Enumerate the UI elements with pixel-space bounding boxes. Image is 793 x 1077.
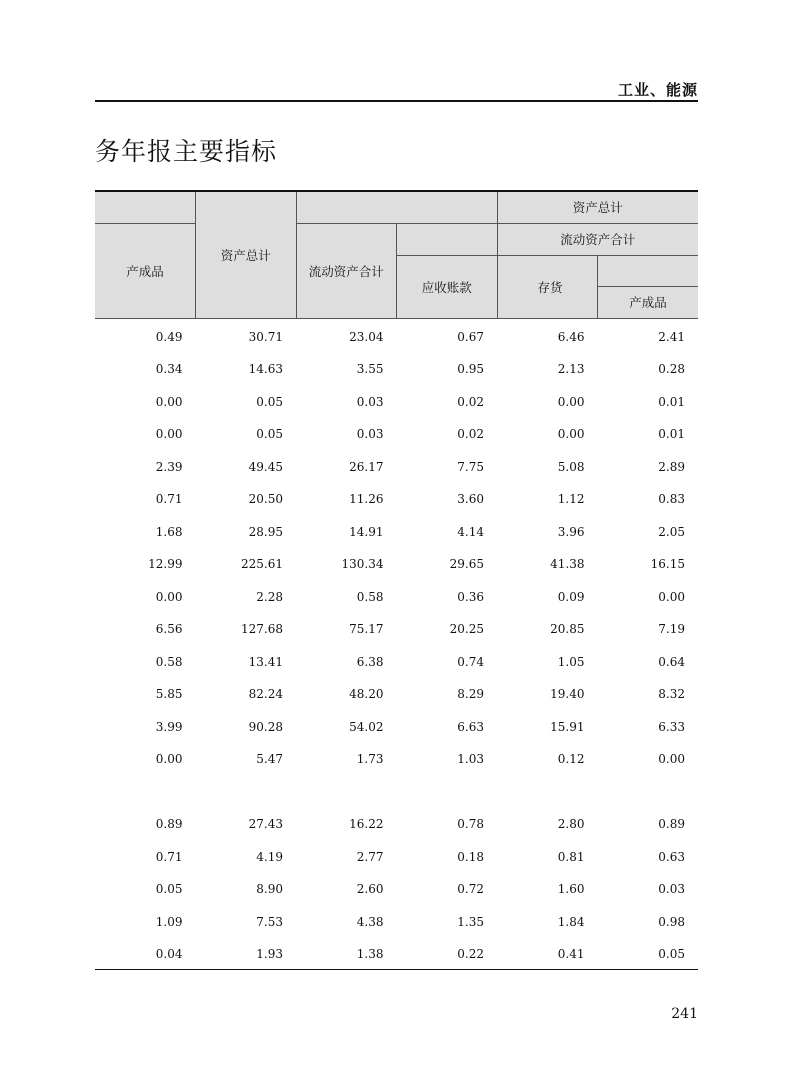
table-cell: 6.38 xyxy=(356,654,384,669)
header-finished-goods: 产成品 xyxy=(598,286,699,318)
header-receivables: 应收账款 xyxy=(397,255,498,318)
table-cell: 225.61 xyxy=(241,557,283,572)
table-cell: 0.49 xyxy=(155,329,183,344)
table-cell: 1.84 xyxy=(557,914,585,929)
table-body xyxy=(95,318,698,971)
table-cell: 2.77 xyxy=(356,849,384,864)
table-cell: 130.34 xyxy=(341,557,384,572)
table-cell: 27.43 xyxy=(248,817,283,832)
table-cell: 0.00 xyxy=(658,589,686,604)
table-cell: 6.33 xyxy=(658,719,686,734)
table-cell: 0.05 xyxy=(658,947,686,962)
table-cell: 0.83 xyxy=(658,492,686,507)
header-total-assets: 资产总计 xyxy=(196,191,297,318)
table-cell: 2.13 xyxy=(557,362,585,377)
table-row xyxy=(95,516,698,549)
table-cell: 0.03 xyxy=(356,427,384,442)
table-cell: 0.89 xyxy=(658,817,686,832)
table-row xyxy=(95,581,698,614)
table-cell: 2.60 xyxy=(356,882,384,897)
table-cell: 0.41 xyxy=(557,947,585,962)
table-cell: 14.63 xyxy=(248,362,283,377)
table-cell: 0.00 xyxy=(155,394,183,409)
table-cell: 20.50 xyxy=(248,492,283,507)
page-title: 务年报主要指标 xyxy=(95,137,278,166)
table-cell: 0.04 xyxy=(155,947,183,962)
table-cell: 3.99 xyxy=(155,719,183,734)
table-cell: 2.41 xyxy=(658,329,686,344)
page-number: 241 xyxy=(671,1006,698,1022)
table-cell: 0.89 xyxy=(155,817,183,832)
table-cell xyxy=(95,776,196,809)
table-row xyxy=(95,548,698,581)
table-row xyxy=(95,873,698,906)
table-cell: 8.90 xyxy=(256,882,283,897)
table-cell: 19.40 xyxy=(550,687,585,702)
table-cell: 0.00 xyxy=(658,752,686,767)
table-cell xyxy=(397,776,498,809)
header-left-col: 产成品 xyxy=(95,223,196,318)
table-cell: 0.02 xyxy=(457,427,484,442)
table-cell: 7.19 xyxy=(658,622,686,637)
table-cell: 5.47 xyxy=(256,752,283,767)
table-header xyxy=(95,191,698,318)
table-cell xyxy=(497,776,598,809)
table-cell: 1.60 xyxy=(557,882,585,897)
table-cell: 0.03 xyxy=(356,394,384,409)
table-row xyxy=(95,451,698,484)
table-cell: 0.67 xyxy=(457,329,484,344)
table-row xyxy=(95,678,698,711)
table-cell: 0.28 xyxy=(658,362,686,377)
table-cell: 26.17 xyxy=(349,459,384,474)
table-cell: 0.01 xyxy=(658,427,686,442)
table-cell xyxy=(598,776,699,809)
table-cell: 7.53 xyxy=(256,914,283,929)
header-current-assets: 流动资产合计 xyxy=(497,223,698,255)
table-row xyxy=(95,776,698,809)
table-cell: 6.46 xyxy=(557,329,585,344)
table-cell: 0.18 xyxy=(457,849,484,864)
table-row xyxy=(95,318,698,353)
table-cell: 0.58 xyxy=(155,654,183,669)
table-cell: 0.05 xyxy=(256,427,283,442)
table-cell: 4.14 xyxy=(457,524,484,539)
table-cell: 0.05 xyxy=(256,394,283,409)
table-cell: 1.03 xyxy=(457,752,484,767)
table-row xyxy=(95,743,698,776)
table-cell: 0.72 xyxy=(457,882,484,897)
table-cell: 16.15 xyxy=(650,557,686,572)
table-cell: 3.96 xyxy=(557,524,585,539)
table-cell: 13.41 xyxy=(248,654,283,669)
table-cell: 3.55 xyxy=(356,362,384,377)
table-cell: 0.03 xyxy=(658,882,686,897)
table-cell: 5.85 xyxy=(155,687,183,702)
table-cell: 0.63 xyxy=(658,849,686,864)
table-cell: 1.93 xyxy=(256,947,283,962)
table-cell: 0.00 xyxy=(557,394,585,409)
table-cell: 0.78 xyxy=(457,817,484,832)
table-cell: 12.99 xyxy=(148,557,183,572)
table-cell: 1.35 xyxy=(457,914,484,929)
table-cell: 0.09 xyxy=(557,589,585,604)
table-row xyxy=(95,613,698,646)
table-cell: 11.26 xyxy=(349,492,384,507)
table-cell: 15.91 xyxy=(550,719,585,734)
data-table xyxy=(95,190,698,971)
section-label: 工业、能源 xyxy=(617,81,698,99)
header-blank-cell xyxy=(296,191,497,223)
table-row xyxy=(95,483,698,516)
table-cell: 0.02 xyxy=(457,394,484,409)
table-cell xyxy=(196,776,297,809)
table-row xyxy=(95,938,698,971)
table-cell: 1.73 xyxy=(356,752,384,767)
header-inventory: 存货 xyxy=(497,255,598,318)
header-rule xyxy=(95,100,698,102)
table-cell: 0.22 xyxy=(457,947,484,962)
table-cell: 0.01 xyxy=(658,394,686,409)
table-cell: 14.91 xyxy=(349,524,384,539)
table-cell: 1.68 xyxy=(155,524,183,539)
table-row xyxy=(95,418,698,451)
table-cell: 54.02 xyxy=(349,719,384,734)
table-cell: 2.05 xyxy=(658,524,686,539)
table-cell: 20.25 xyxy=(449,622,484,637)
table-row xyxy=(95,808,698,841)
table-cell: 0.71 xyxy=(155,849,183,864)
header-blank-cell xyxy=(95,191,196,223)
table-bottom-rule xyxy=(95,969,698,970)
table-row xyxy=(95,841,698,874)
table-cell: 8.29 xyxy=(457,687,484,702)
table-cell: 1.12 xyxy=(557,492,585,507)
table-cell: 0.58 xyxy=(356,589,384,604)
table-cell: 0.05 xyxy=(155,882,183,897)
table-cell: 1.09 xyxy=(155,914,183,929)
header-current-assets-total: 流动资产合计 xyxy=(296,223,397,318)
table-cell: 0.36 xyxy=(457,589,484,604)
table-cell: 41.38 xyxy=(550,557,585,572)
table-cell: 0.71 xyxy=(155,492,183,507)
table-cell: 2.39 xyxy=(155,459,183,474)
table-cell: 28.95 xyxy=(248,524,283,539)
table-cell: 0.12 xyxy=(557,752,585,767)
table-cell: 0.00 xyxy=(155,589,183,604)
table-row xyxy=(95,646,698,679)
table-cell xyxy=(296,776,397,809)
table-row xyxy=(95,353,698,386)
table-cell: 0.95 xyxy=(457,362,484,377)
table-cell: 82.24 xyxy=(248,687,283,702)
header-top-group: 资产总计 xyxy=(497,191,698,223)
table-cell: 23.04 xyxy=(349,329,384,344)
table-cell: 30.71 xyxy=(248,329,283,344)
table-cell: 0.34 xyxy=(155,362,183,377)
table-cell: 3.60 xyxy=(457,492,484,507)
table-cell: 20.85 xyxy=(550,622,585,637)
table-cell: 75.17 xyxy=(349,622,384,637)
table-cell: 29.65 xyxy=(449,557,484,572)
table-cell: 90.28 xyxy=(248,719,283,734)
table-cell: 7.75 xyxy=(457,459,484,474)
table-cell: 127.68 xyxy=(241,622,283,637)
header-blank-cell xyxy=(598,255,699,286)
table-cell: 0.74 xyxy=(457,654,484,669)
table-row xyxy=(95,711,698,744)
table-cell: 2.80 xyxy=(557,817,585,832)
header-blank-cell xyxy=(397,223,498,255)
table-cell: 4.19 xyxy=(256,849,283,864)
table-cell: 0.00 xyxy=(155,752,183,767)
table-row xyxy=(95,386,698,419)
table-cell: 2.28 xyxy=(256,589,283,604)
table-cell: 6.63 xyxy=(457,719,484,734)
table-cell: 0.64 xyxy=(658,654,686,669)
table-cell: 1.05 xyxy=(557,654,585,669)
table-cell: 16.22 xyxy=(349,817,384,832)
table-cell: 8.32 xyxy=(658,687,686,702)
table-cell: 0.00 xyxy=(557,427,585,442)
table-cell: 0.98 xyxy=(658,914,686,929)
table-cell: 4.38 xyxy=(356,914,384,929)
table-cell: 0.00 xyxy=(155,427,183,442)
table-cell: 6.56 xyxy=(155,622,183,637)
table-cell: 0.81 xyxy=(557,849,585,864)
table-cell: 48.20 xyxy=(349,687,384,702)
table-row xyxy=(95,906,698,939)
table-cell: 49.45 xyxy=(248,459,283,474)
table-cell: 5.08 xyxy=(557,459,585,474)
table-cell: 2.89 xyxy=(658,459,686,474)
table-cell: 1.38 xyxy=(356,947,384,962)
